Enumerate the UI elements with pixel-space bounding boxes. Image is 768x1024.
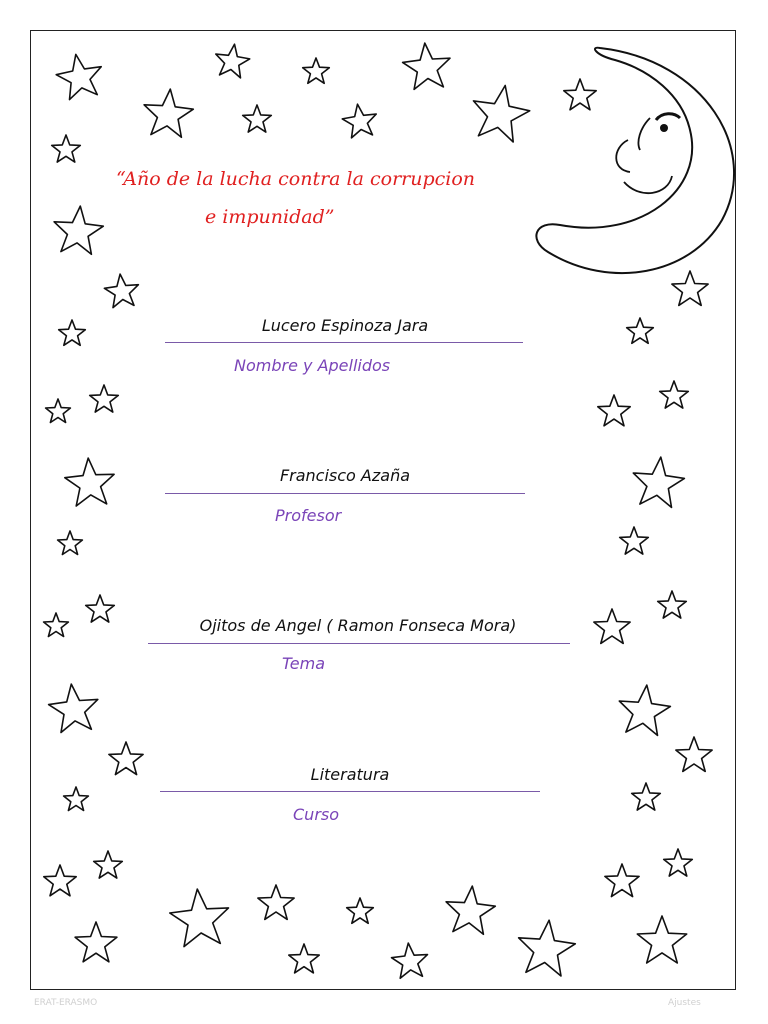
star-icon [90,385,119,412]
star-icon [403,43,450,89]
star-icon [54,206,103,254]
star-icon [144,89,193,137]
star-icon [46,399,71,423]
star-icon [347,898,374,923]
star-icon [58,531,83,555]
title-line-1: “Año de la lucha contra la corrupcion [116,168,476,190]
star-icon [109,742,143,775]
star-icon [86,595,115,622]
star-icon [216,44,250,78]
star-icon [627,318,654,343]
star-icon [658,591,687,618]
star-icon [49,684,98,732]
star-icon [75,922,117,962]
star-icon [104,274,138,308]
star-icon [56,54,101,99]
course-rule [160,791,540,792]
star-icon [258,885,294,919]
star-icon [289,944,319,973]
footer-right-text: Ajustes [668,998,701,1008]
star-icon [632,783,661,810]
star-icon [633,457,684,507]
star-icon [519,920,576,976]
course-value: Literatura [310,765,390,784]
star-icon [65,458,114,506]
star-icon [672,271,708,305]
teacher-rule [165,493,525,494]
student-name-rule [165,342,523,343]
star-icon [474,86,530,143]
star-icon [44,865,76,896]
star-icon [620,527,649,554]
student-name-label: Nombre y Apellidos [234,356,391,375]
star-icon [303,58,330,83]
star-icon [605,864,639,897]
crescent-moon-icon [536,48,734,273]
star-icon [342,104,376,138]
star-icon [243,105,272,132]
star-icon [664,849,693,876]
star-icon [564,79,596,110]
star-icon [660,381,689,408]
star-icon [594,609,630,643]
teacher-value: Francisco Azaña [279,466,411,485]
topic-label: Tema [282,654,326,673]
star-icon [64,787,89,811]
star-icon [619,685,670,735]
star-icon [598,395,630,426]
star-icon [676,737,712,771]
star-icon [52,135,81,162]
star-icon [392,943,428,978]
star-icon [446,886,495,934]
title-line-2: e impunidad” [205,206,335,228]
topic-value: Ojitos de Angel ( Ramon Fonseca Mora) [199,616,517,635]
teacher-label: Profesor [275,506,342,525]
star-icon [637,916,686,963]
star-icon [170,889,229,947]
topic-rule [148,643,570,644]
star-icon [94,851,123,878]
student-name-value: Lucero Espinoza Jara [261,316,429,335]
course-label: Curso [293,805,340,824]
star-icon [44,613,69,637]
footer-left-text: ERAT-ERASMO [34,998,98,1008]
star-icon [59,320,86,345]
